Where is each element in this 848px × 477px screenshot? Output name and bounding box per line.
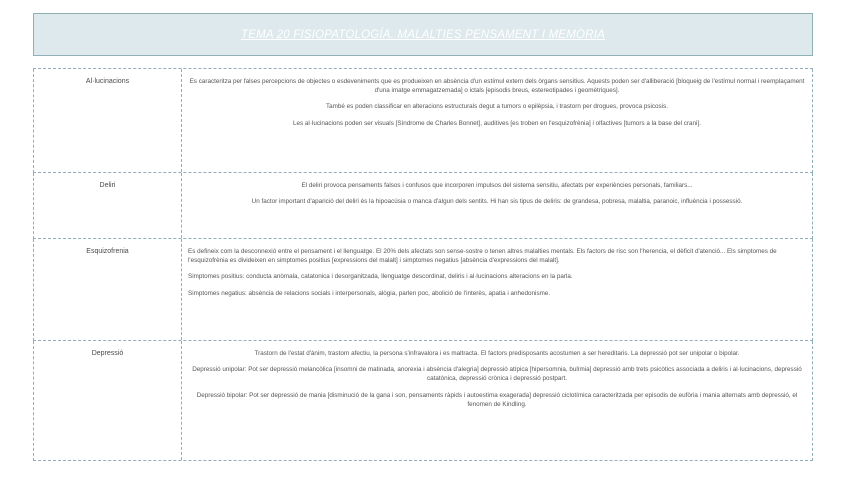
description-paragraph: Simptomes negatius: absència de relacions socials i interpersonals, alògia, parlen poc, abolició de l'interès, apatia i anhedonisme. xyxy=(188,289,551,297)
description-cell xyxy=(182,341,812,460)
description-paragraph: Es caracteritza per falses percepcions de objectes o esdeveniments que es produeixen en absència d'un estímul extern dels òrgans sensitius. Aquests poden ser d'alliberació [bloqueig de l'estímul normal i reemplaçament d'una imatge emmagatzemada] o ictals [episodis breus, estereotipades i geomètriques]. xyxy=(189,78,805,95)
table-row-deliri xyxy=(33,173,813,239)
description-cell xyxy=(182,173,812,238)
table-row-depressio xyxy=(33,341,813,461)
description-cell xyxy=(182,239,812,340)
description-paragraph: Depressió unipolar: Pot ser depressió melancòlica [insomni de matinada, anorexia i absència d'alegria] depressió atípica [hipersomnia, bulímia] depressió amb trets psicòtics associada a deliris i al·lucinacions, depressió catatònica, depressió crònica i depressió postpart. xyxy=(192,366,802,383)
description-paragraph: Es defineix com la desconnexió entre el pensament i el llenguatge. El 20% dels afectats son sense-sostre o tenen altres malalties mentals. Els factors de risc son l'herencia, el dèficit d'atenció... Els simptomes de l'esquizofrènia es divideixen en simptomes positius [expressions del malalt] i simptomes negatius [absència d'expressions del malalt]. xyxy=(188,248,777,265)
description-paragraph: Simptomes positius: conducta anòmala, catatonica i desorganitzada, llenguatge descordinat, deliris i al·lucinacions alteracions en la parla. xyxy=(188,273,573,281)
table-row-allucinacions xyxy=(33,69,813,173)
description-cell xyxy=(182,69,812,172)
term-cell: Esquizofrenia xyxy=(34,239,182,340)
description-paragraph: El deliri provoca pensaments falsos i confusos que incorporen impulsos del sistema sensitiu, afectats per experiències personals, familiars... xyxy=(301,182,693,189)
page-title: TEMA 20 FISIOPATOLOGÍA. MALALTIES PENSAMENT I MEMÒRIA xyxy=(241,28,605,41)
term-cell: Deliri xyxy=(34,173,182,238)
description-paragraph: Trastorn de l'estat d'ànim, trastorn afectiu, la persona s'infravalora i es maltracta. El factors predisposants acostumen a ser hereditaris. La depressió pot ser unipolar o bipolar. xyxy=(254,350,740,357)
title-banner xyxy=(33,13,813,56)
table-row-esquizofrenia xyxy=(33,239,813,341)
term-cell: Al·lucinacions xyxy=(34,69,182,172)
notes-table xyxy=(33,68,813,461)
description-paragraph: Depressió bipolar: Pot ser depressió de mania [disminució de la gana i son, pensaments ràpids i autoestima exagerada] depressió ciclotímica caracteritzada per episodis de eufòria i mania alternats amb depressió, el fenomen de Kindling. xyxy=(196,391,798,408)
description-paragraph: Les al·lucinacions poden ser visuals [Síndrome de Charles Bonnet], auditives [es troben en l'esquizofrènia] i olfactives [tumors a la base del crani]. xyxy=(293,119,701,127)
term-cell: Depressió xyxy=(34,341,182,460)
description-paragraph: Un factor important d'aparició del deliri és la hipoacúsia o manca d'algun dels sentits. Hi han sis tipus de deliris: de grandesa, pobresa, malaltia, paranoic, influència i possessió. xyxy=(251,198,743,206)
description-paragraph: També es poden classificar en alteracions estructurals degut a tumors o epilèpsia, i trastorn per drogues, provoca psicosis. xyxy=(326,103,668,111)
